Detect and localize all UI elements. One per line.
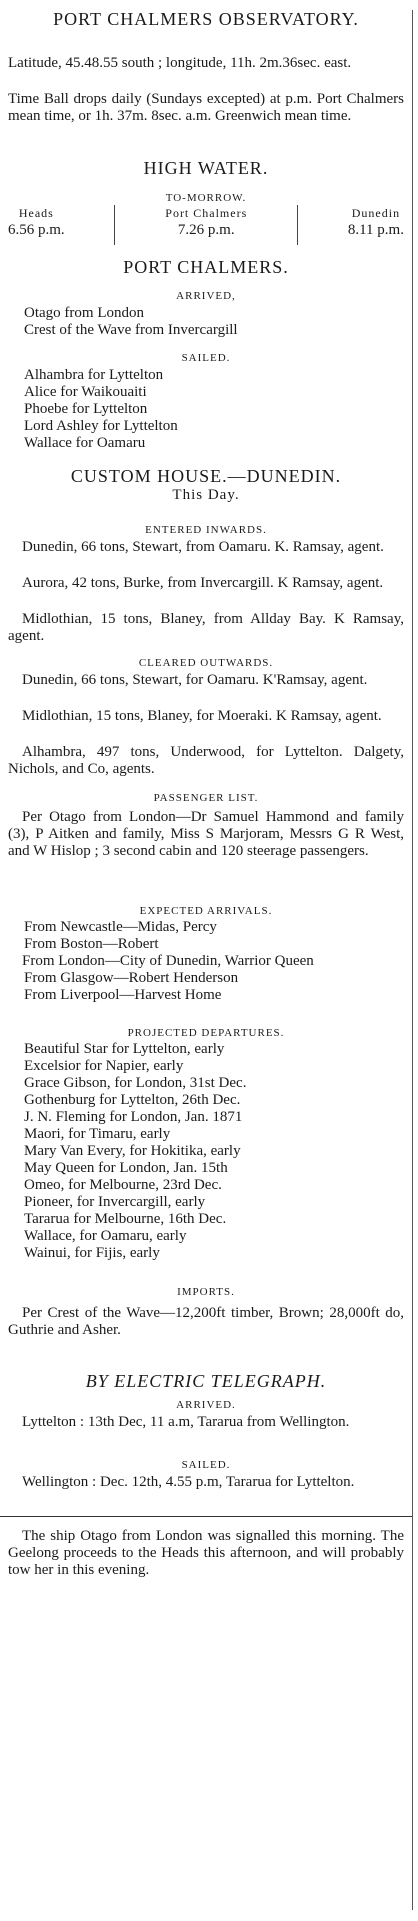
list-item: From Boston—Robert: [24, 936, 159, 952]
projected-head: PROJECTED DEPARTURES.: [127, 1027, 285, 1039]
heads-time: 6.56 p.m.: [8, 222, 65, 238]
port-cell: [165, 205, 247, 239]
custom-house-title: CUSTOM HOUSE.—DUNEDIN.: [70, 466, 342, 486]
list-item: Maori, for Timaru, early: [24, 1126, 171, 1142]
list-item: Otago from London: [24, 305, 144, 321]
list-item: Wallace, for Oamaru, early: [24, 1228, 187, 1244]
section-rule: [0, 1516, 412, 1517]
observatory-timeball: Time Ball drops daily (Sundays excepted) at p.m. Port Chalmers mean time, or 1h. 37m. 8sec. a.m. Greenwich mean time.: [8, 91, 404, 124]
entry-row: Aurora, 42 tons, Burke, from Invercargill. K Ramsay, agent.: [22, 575, 384, 591]
telegraph-sailed: Wellington : Dec. 12th, 4.55 p.m, Tararua for Lyttelton.: [22, 1474, 355, 1490]
list-item: Pioneer, for Invercargill, early: [24, 1194, 206, 1210]
heads-cell: [8, 205, 65, 239]
list-item: Crest of the Wave from Invercargill: [24, 322, 238, 338]
entered-head: ENTERED INWARDS.: [145, 524, 267, 536]
list-item: From Glasgow—Robert Henderson: [24, 970, 239, 986]
table-divider: [297, 205, 298, 245]
list-item: Grace Gibson, for London, 31st Dec.: [24, 1075, 247, 1091]
list-item: Alice for Waikouaiti: [24, 384, 147, 400]
port-label: Port Chalmers: [165, 206, 248, 220]
port-chalmers-title: PORT CHALMERS.: [123, 257, 289, 277]
entry-row: Midlothian, 15 tons, Blaney, for Moeraki. K Ramsay, agent.: [22, 708, 382, 724]
list-item: From Liverpool—Harvest Home: [24, 987, 222, 1003]
list-item: Wallace for Oamaru: [24, 435, 146, 451]
projected-list: [8, 1041, 404, 1262]
list-item: May Queen for London, Jan. 15th: [24, 1160, 228, 1176]
high-water-table: [8, 205, 404, 245]
dunedin-label: Dunedin: [351, 206, 401, 220]
dunedin-cell: [348, 205, 404, 239]
observatory-latitude: Latitude, 45.48.55 south ; longitude, 11h. 2m.36sec. east.: [8, 55, 352, 71]
entry-row: Dunedin, 66 tons, Stewart, for Oamaru. K'Ramsay, agent.: [22, 672, 368, 688]
high-water-title: HIGH WATER.: [143, 158, 269, 178]
imports-head: IMPORTS.: [177, 1286, 235, 1298]
arrived-head: ARRIVED,: [176, 290, 236, 302]
list-item: Lord Ashley for Lyttelton: [24, 418, 178, 434]
high-water-sub: TO-MORROW.: [165, 192, 247, 204]
list-item: From Newcastle—Midas, Percy: [24, 919, 217, 935]
list-item: Beautiful Star for Lyttelton, early: [24, 1041, 225, 1057]
list-item: Mary Van Every, for Hokitika, early: [24, 1143, 241, 1159]
dunedin-time: 8.11 p.m.: [347, 222, 404, 238]
arrived-list: [8, 305, 404, 339]
telegraph-arrived-head: ARRIVED.: [176, 1399, 236, 1411]
telegraph-arrived: Lyttelton : 13th Dec, 11 a.m, Tararua from Wellington.: [22, 1414, 350, 1430]
cleared-head: CLEARED OUTWARDS.: [138, 657, 274, 669]
list-item: Wainui, for Fijis, early: [24, 1245, 160, 1261]
list-item: Alhambra for Lyttelton: [24, 367, 164, 383]
list-item: From London—City of Dunedin, Warrior Queen: [22, 953, 314, 969]
port-time: 7.26 p.m.: [177, 222, 235, 238]
imports-text: Per Crest of the Wave—12,200ft timber, Brown; 28,000ft do, Guthrie and Asher.: [8, 1305, 404, 1338]
list-item: Gothenburg for Lyttelton, 26th Dec.: [24, 1092, 241, 1108]
observatory-title: PORT CHALMERS OBSERVATORY.: [53, 9, 359, 29]
expected-list: [8, 919, 404, 1004]
column-rule: [412, 10, 413, 1910]
passenger-text: Per Otago from London—Dr Samuel Hammond and family (3), P Aitken and family, Miss S Marjoram, Messrs G R West, and W Hislop ; 3 second cabin and 120 steerage passengers.: [8, 809, 404, 859]
sailed-head: SAILED.: [181, 352, 231, 364]
heads-label: Heads: [18, 206, 54, 220]
list-item: Excelsior for Napier, early: [24, 1058, 184, 1074]
passenger-head: PASSENGER LIST.: [153, 792, 259, 804]
list-item: J. N. Fleming for London, Jan. 1871: [24, 1109, 243, 1125]
list-item: Omeo, for Melbourne, 23rd Dec.: [24, 1177, 222, 1193]
entry-row: Dunedin, 66 tons, Stewart, from Oamaru. K. Ramsay, agent.: [22, 539, 384, 555]
custom-house-sub: This Day.: [172, 487, 240, 503]
entry-row: Alhambra, 497 tons, Underwood, for Lyttelton. Dalgety, Nichols, and Co, agents.: [8, 744, 404, 777]
table-divider: [114, 205, 115, 245]
telegraph-title: BY ELECTRIC TELEGRAPH.: [85, 1371, 327, 1391]
sailed-list: [8, 367, 404, 452]
entry-row: Midlothian, 15 tons, Blaney, from Allday Bay. K Ramsay, agent.: [8, 611, 404, 644]
list-item: Tararua for Melbourne, 16th Dec.: [24, 1211, 227, 1227]
telegraph-sailed-head: SAILED.: [181, 1459, 231, 1471]
list-item: Phoebe for Lyttelton: [24, 401, 148, 417]
closing-paragraph: The ship Otago from London was signalled this morning. The Geelong proceeds to the Heads this afternoon, and will probably tow her in this evening.: [8, 1528, 404, 1578]
expected-head: EXPECTED ARRIVALS.: [139, 905, 273, 917]
